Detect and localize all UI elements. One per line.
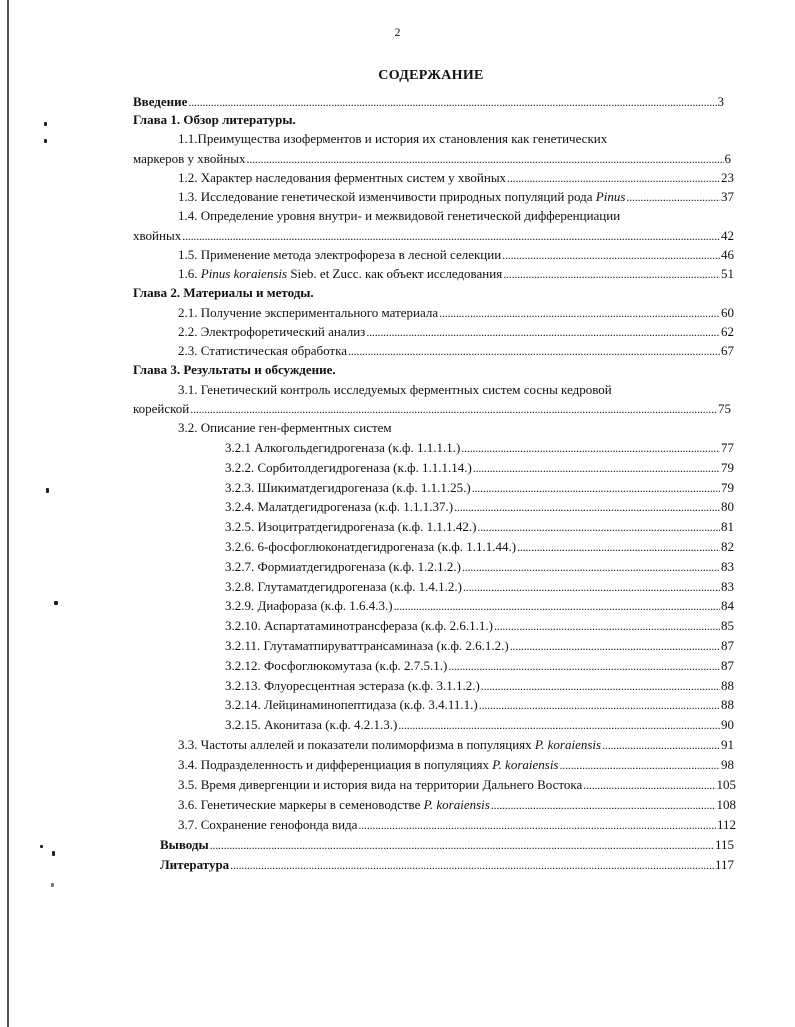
toc-entry-3-2-12[interactable] — [225, 658, 734, 674]
chapter-1-heading: Глава 1. Обзор литературы. — [133, 112, 296, 127]
dot-leader — [477, 519, 720, 535]
toc-entry-page: 88 — [721, 677, 734, 693]
toc-entry-page: 82 — [721, 539, 734, 554]
toc-entry-1-1-cont[interactable]: маркеров у хвойных . . . 6 — [133, 151, 731, 167]
toc-entry-label: 3.2.13. Флуоресцентная эстераза (к.ф. 3.1.1.2.) — [225, 677, 480, 693]
toc-entry-3-6[interactable]: 3.6. Генетические маркеры в семеноводстве P. koraiensis . . . 108 — [178, 797, 736, 813]
toc-entry-intro[interactable]: Введение . . . 3 — [133, 94, 724, 110]
dot-leader — [463, 579, 720, 595]
dot-leader — [398, 717, 720, 733]
toc-entry-3-2-9[interactable] — [225, 598, 734, 614]
toc-entry-3-2-13[interactable] — [225, 678, 734, 694]
toc-entry-page: 83 — [721, 558, 734, 574]
toc-entry-label: 3.2.6. 6-фосфоглюконатдегидрогеназа (к.ф. 1.1.1.44.) — [225, 539, 517, 554]
toc-entry-2-3[interactable]: 2.3. Статистическая обработка . . . 67 — [178, 343, 734, 359]
toc-entry-page: 85 — [721, 618, 734, 634]
chapter-3-heading: Глава 3. Результаты и обсуждение. — [133, 362, 336, 377]
toc-entry-1-4-cont[interactable]: хвойных . . . 42 — [133, 228, 734, 244]
toc-entry-page: 90 — [721, 717, 734, 733]
dot-leader — [461, 440, 720, 456]
toc-entry-label: 3.2.5. Изоцитратдегидрогеназа (к.ф. 1.1.1.42.) — [225, 519, 477, 535]
toc-entry-3-2-15[interactable] — [225, 717, 734, 733]
dot-leader — [494, 618, 720, 634]
scan-speck — [52, 851, 55, 856]
page-number: 2 — [394, 25, 401, 39]
toc-entry-label: 3.2.3. Шикиматдегидрогеназа (к.ф. 1.1.1.25.) — [225, 479, 471, 495]
toc-entry-3-2-1[interactable] — [225, 440, 734, 456]
toc-entry-1-2[interactable]: 1.2. Характер наследования ферментных систем у хвойных . . . 23 — [178, 170, 734, 186]
toc-entry-literature[interactable]: Литература . . . 117 — [160, 857, 734, 873]
dot-leader — [394, 598, 720, 614]
toc-entry-page: 84 — [721, 598, 734, 614]
toc-entry-3-4[interactable]: 3.4. Подразделенность и дифференциация в популяциях P. koraiensis . . . 98 — [178, 757, 734, 773]
toc-entry-1-1[interactable]: 1.1.Преимущества изоферментов и история их становления как генетических — [178, 131, 608, 146]
toc-entry-2-2[interactable]: 2.2. Электрофоретический анализ . . . 62 — [178, 324, 734, 340]
toc-entry-3-3[interactable]: 3.3. Частоты аллелей и показатели полиморфизма в популяциях P. koraiensis . . . 91 — [178, 737, 734, 753]
toc-entry-3-2-7[interactable] — [225, 559, 734, 575]
dot-leader — [517, 539, 720, 555]
toc-entry-1-6[interactable]: 1.6. Pinus koraiensis Sieb. et Zucc. как объект исследования . . . 51 — [178, 266, 734, 282]
dot-leader — [479, 697, 720, 713]
toc-entry-page: 80 — [721, 499, 734, 515]
toc-entry-3-2-2[interactable] — [225, 460, 734, 476]
toc-entry-conclusions[interactable]: Выводы . . . 115 — [160, 837, 734, 853]
scan-edge — [7, 0, 9, 1027]
toc-entry-label: 3.2.9. Диафораза (к.ф. 1.6.4.3.) — [225, 598, 393, 614]
toc-entry-3-5[interactable]: 3.5. Время дивергенции и история вида на территории Дальнего Востока . . . 105 — [178, 777, 736, 793]
toc-entry-3-7[interactable]: 3.7. Сохранение генофонда вида . . . 112 — [178, 817, 736, 833]
toc-entry-label: 3.2.11. Глутаматпируваттрансаминаза (к.ф. 2.6.1.2.) — [225, 638, 509, 653]
toc-entry-3-1-cont[interactable]: корейской . . . 75 — [133, 401, 731, 417]
scan-speck — [51, 883, 54, 887]
toc-entry-label: 3.2.12. Фосфоглюкомутаза (к.ф. 2.7.5.1.) — [225, 657, 448, 673]
toc-entry-3-2-10[interactable] — [225, 618, 734, 634]
toc-entry-label: 3.2.10. Аспартатаминотрансфераза (к.ф. 2.6.1.1.) — [225, 618, 494, 634]
toc-entry-page: 79 — [721, 459, 734, 475]
toc-entry-3-2-3[interactable] — [225, 480, 734, 496]
toc-entry-page: 79 — [721, 479, 734, 495]
scan-speck — [54, 601, 58, 605]
dot-leader — [454, 499, 720, 515]
toc-entry-label: 3.2.7. Формиатдегидрогеназа (к.ф. 1.2.1.2.) — [225, 558, 461, 574]
toc-entry-label: 3.2.4. Малатдегидрогеназа (к.ф. 1.1.1.37.) — [225, 499, 454, 515]
toc-entry-1-3[interactable]: 1.3. Исследование генетической изменчивости природных популяций рода Pinus . . . 37 — [178, 189, 734, 205]
scan-speck — [44, 122, 47, 126]
scan-speck — [46, 488, 49, 493]
scan-speck — [44, 139, 47, 143]
toc-entry-3-1[interactable]: 3.1. Генетический контроль исследуемых ферментных систем сосны кедровой — [178, 382, 612, 397]
scan-speck — [40, 845, 43, 848]
toc-entry-page: 81 — [721, 519, 734, 535]
toc-entry-2-1[interactable]: 2.1. Получение экспериментального материала . . . 60 — [178, 305, 734, 321]
dot-leader — [462, 559, 720, 575]
toc-entry-3-2-14[interactable] — [225, 697, 734, 713]
dot-leader — [473, 460, 720, 476]
toc-entry-label: 3.2.2. Сорбитолдегидрогеназа (к.ф. 1.1.1.14.) — [225, 459, 472, 475]
dot-leader — [448, 658, 720, 674]
toc-entry-page: 87 — [721, 657, 734, 673]
toc-entry-3-2-8[interactable] — [225, 579, 734, 595]
toc-entry-3-2-6[interactable] — [225, 539, 734, 555]
chapter-2-heading: Глава 2. Материалы и методы. — [133, 285, 314, 300]
toc-entry-1-5[interactable]: 1.5. Применение метода электрофореза в лесной селекции . . . 46 — [178, 247, 734, 263]
toc-title: СОДЕРЖАНИЕ — [378, 68, 484, 83]
toc-entry-label: 3.2.14. Лейцинаминопептидаза (к.ф. 3.4.11.1.) — [225, 697, 478, 713]
toc-entry-3-2-11[interactable] — [225, 638, 734, 654]
toc-entry-3-2-5[interactable] — [225, 519, 734, 535]
dot-leader — [481, 678, 720, 694]
toc-entry-page: 87 — [721, 638, 734, 653]
toc-entry-label: 3.2.1 Алкогольдегидрогеназа (к.ф. 1.1.1.1.) — [225, 440, 461, 455]
toc-entry-1-4[interactable]: 1.4. Определение уровня внутри- и межвидовой генетической дифференциации — [178, 208, 621, 223]
toc-entry-page: 88 — [721, 697, 734, 713]
dot-leader — [472, 480, 720, 496]
toc-entry-page: 83 — [721, 578, 734, 594]
toc-entry-label: 3.2.15. Аконитаза (к.ф. 4.2.1.3.) — [225, 717, 398, 733]
toc-entry-page: 77 — [721, 440, 734, 455]
toc-entry-3-2[interactable]: 3.2. Описание ген-ферментных систем — [178, 420, 392, 435]
toc-entry-label: 3.2.8. Глутаматдегидрогеназа (к.ф. 1.4.1.2.) — [225, 578, 462, 594]
dot-leader — [510, 638, 720, 654]
toc-entry-3-2-4[interactable] — [225, 499, 734, 515]
